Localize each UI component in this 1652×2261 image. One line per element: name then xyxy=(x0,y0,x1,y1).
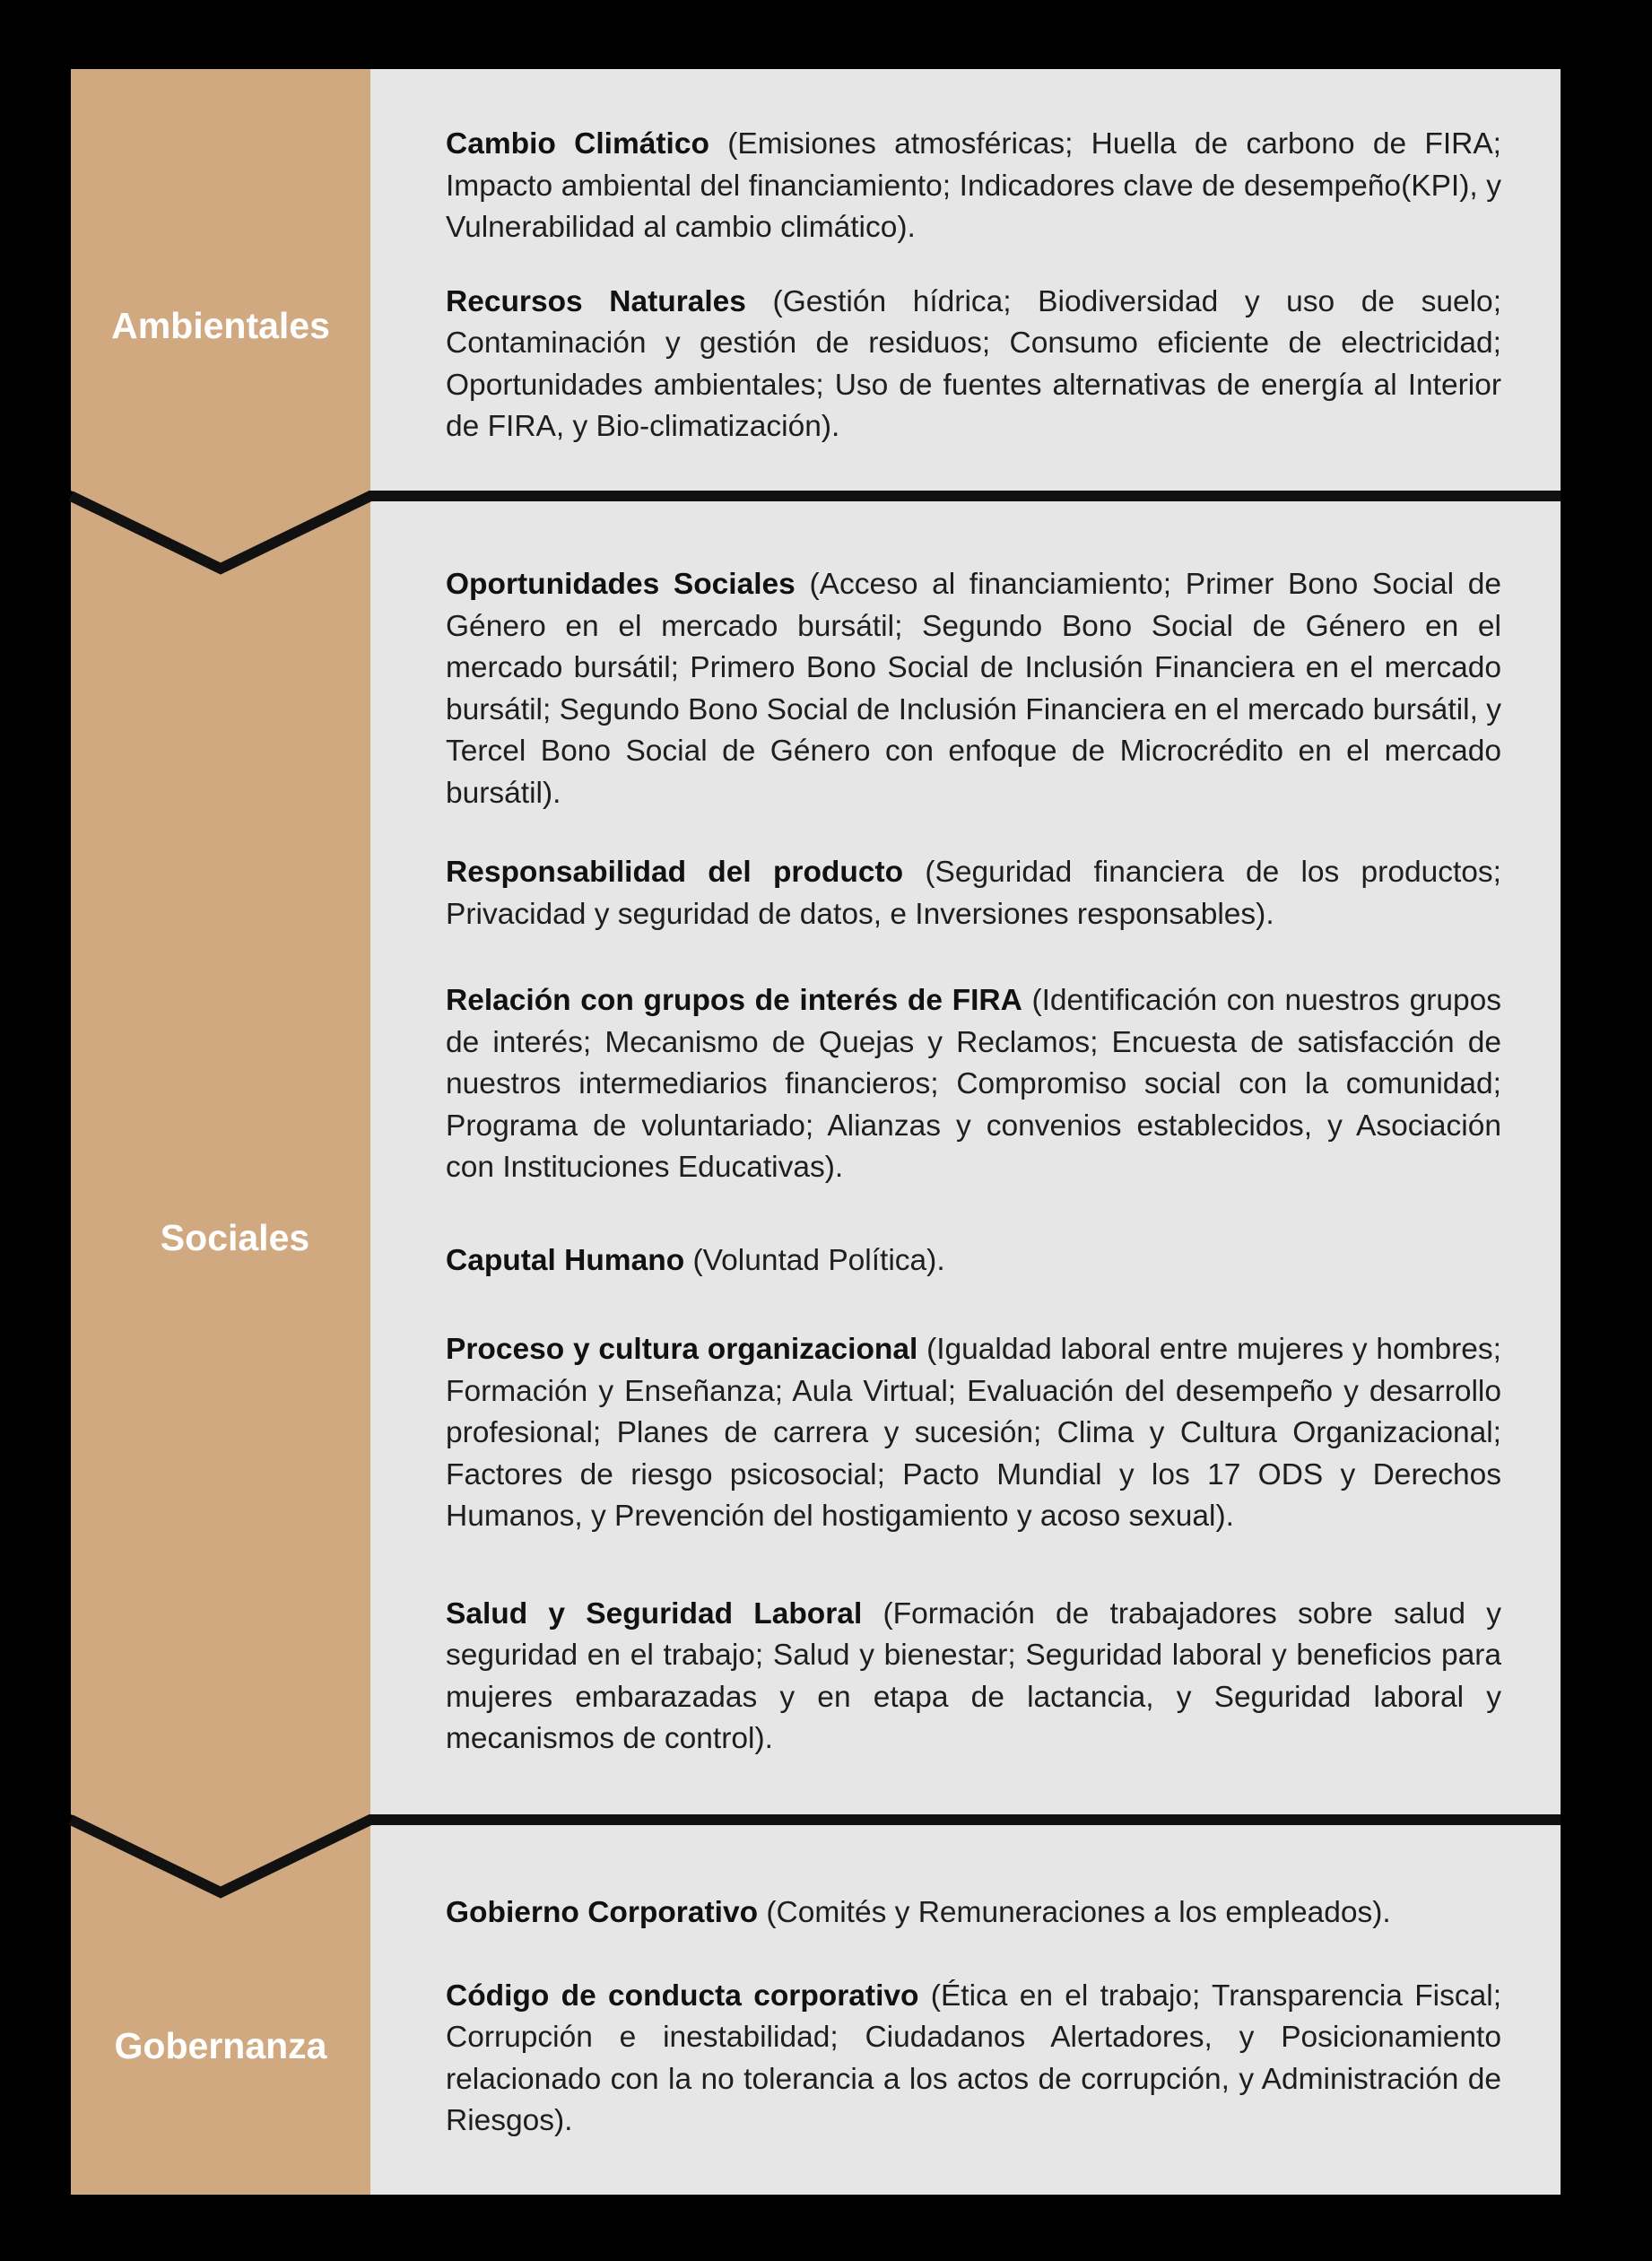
entry-text: (Formación de trabajadores sobre salud y seguridad en el trabajo; Salud y bienestar; Seguridad laboral y beneficios para mujeres embarazadas y en etapa de lactancia, y Seguridad laboral y mecanismos de control). xyxy=(446,1596,1501,1755)
entry-title: Oportunidades Sociales xyxy=(446,568,796,601)
entry-text: (Seguridad financiera de los productos; Privacidad y seguridad de datos, e Inversiones responsables). xyxy=(446,856,1501,931)
entry-relacion-grupos-interes xyxy=(446,980,1501,1189)
entry-text: (Acceso al financiamiento; Primer Bono Social de Género en el mercado bursátil; Segundo Bono Social de Género en el mercado bursátil; Primero Bono Social de Inclusión Financiera en el mercado bursátil; Segundo Bono Social de Inclusión Financiera en el mercado bursátil, y Tercel Bono Social de Género con enfoque de Microcrédito en el mercado bursátil). xyxy=(446,568,1501,810)
entry-cambio-climatico xyxy=(446,124,1501,249)
label-panel-sociales xyxy=(71,501,370,1887)
entry-title: Recursos Naturales xyxy=(446,284,746,318)
entry-text: (Ética en el trabajo; Transparencia Fiscal; Corrupción e inestabilidad; Ciudadanos Alertadores, y Posicionamiento relacionado con la no tolerancia a los actos de corrupción, y Administración de Riesgos). xyxy=(446,1978,1501,2137)
entry-title: Responsabilidad del producto xyxy=(446,856,904,889)
section-label-sociales: Sociales xyxy=(160,1217,310,1258)
entry-text: (Voluntad Política). xyxy=(684,1243,945,1277)
entry-title: Código de conducta corporativo xyxy=(446,1978,919,2013)
entry-codigo-conducta xyxy=(446,1976,1501,2143)
entry-oportunidades-sociales xyxy=(446,564,1501,814)
entry-text: (Identificación con nuestros grupos de interés; Mecanismo de Quejas y Reclamos; Encuesta de satisfacción de nuestros intermediarios financieros; Compromiso social con la comunidad; Programa de voluntariado; Alianzas y convenios establecidos, y Asociación con Instituciones Educativas). xyxy=(446,984,1502,1184)
entry-text: (Igualdad laboral entre mujeres y hombres; Formación y Enseñanza; Aula Virtual; Evaluación del desempeño y desarrollo profesional; Planes de carrera y sucesión; Clima y Cultura Organizacional; Factores de riesgo psicosocial; Pacto Mundial y los 17 ODS y Derechos Humanos, y Prevención del hostigamiento y acoso sexual). xyxy=(446,1333,1501,1533)
entries-gobernanza xyxy=(446,1892,1501,2143)
entries-sociales xyxy=(446,564,1501,1761)
section-label-ambientales: Ambientales xyxy=(111,305,330,346)
entry-title: Proceso y cultura organizacional xyxy=(446,1333,918,1366)
entry-salud-seguridad xyxy=(446,1594,1501,1761)
entry-text: (Emisiones atmosféricas; Huella de carbono de FIRA; Impacto ambiental del financiamiento; Indicadores clave de desempeño(KPI), y Vulnerabilidad al cambio climático). xyxy=(446,127,1501,244)
entries-ambientales xyxy=(446,124,1501,448)
entry-title: Relación con grupos de interés de FIRA xyxy=(446,984,1022,1017)
entry-recursos-naturales xyxy=(446,282,1501,448)
entry-responsabilidad-producto xyxy=(446,852,1501,935)
entry-title: Salud y Seguridad Laboral xyxy=(446,1596,863,1631)
entry-text: (Comités y Remuneraciones a los empleados). xyxy=(758,1896,1391,1929)
entry-text: (Gestión hídrica; Biodiversidad y uso de suelo; Contaminación y gestión de residuos; Consumo eficiente de electricidad; Oportunidades ambientales; Uso de fuentes alternativas de energía al Interior de FIRA, y Bio-climatización). xyxy=(446,284,1502,443)
entry-proceso-cultura xyxy=(446,1329,1501,1538)
section-label-gobernanza: Gobernanza xyxy=(114,2025,327,2066)
entry-capital-humano xyxy=(446,1240,1501,1283)
entry-title: Caputal Humano xyxy=(446,1243,685,1277)
entry-gobierno-corporativo xyxy=(446,1892,1501,1935)
entry-title: Gobierno Corporativo xyxy=(446,1896,759,1929)
entry-title: Cambio Climático xyxy=(446,127,709,161)
